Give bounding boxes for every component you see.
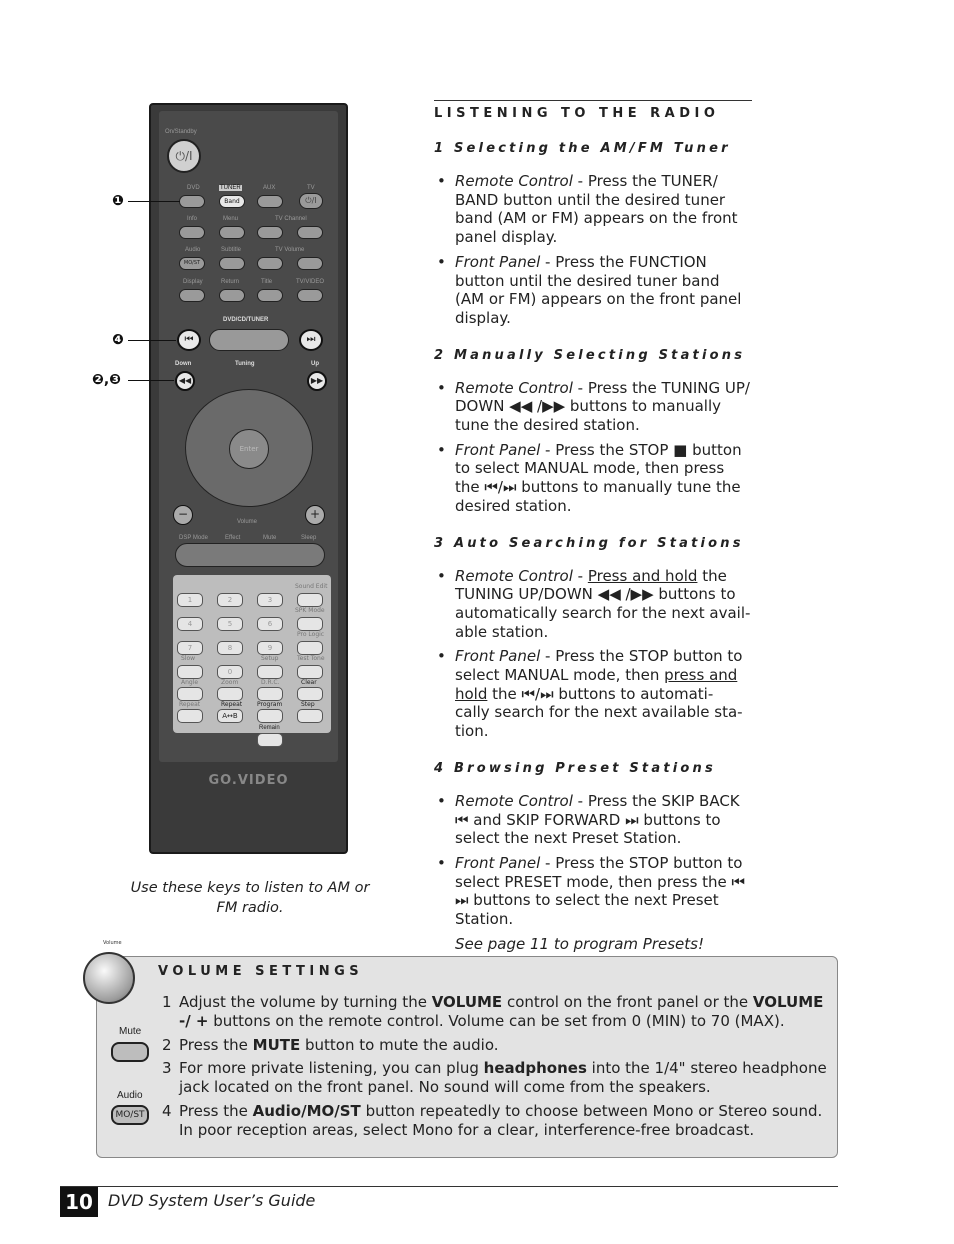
mute-label: Mute <box>119 1026 142 1037</box>
key-angle <box>177 687 203 701</box>
remote-label-up: Up <box>311 361 319 367</box>
footer-rule <box>60 1186 838 1187</box>
remote-label-audio: Audio <box>185 247 201 253</box>
power-icon: ⏻/I <box>175 149 193 163</box>
key-zoom <box>217 687 243 701</box>
subsection-2-title: 2 Manually Selecting Stations <box>434 347 746 363</box>
remote-label-volume: Volume <box>237 519 258 525</box>
remote-band-button <box>219 195 245 208</box>
subsection-1-title: 1 Selecting the AM/FM Tuner <box>434 141 731 156</box>
keypad-label-repeat: Repeat <box>221 701 243 708</box>
page-number: 10 <box>60 1187 98 1217</box>
remote-enter-label: Enter <box>239 445 259 453</box>
keypad-label-repeat-top: Repeat <box>179 701 201 708</box>
audio-label: Audio <box>117 1090 143 1101</box>
bullet-label: Remote Control <box>455 172 573 190</box>
keypad-label-zoom: Zoom <box>221 679 239 686</box>
remote-most-label: MO/ST <box>183 260 201 266</box>
list-item <box>434 172 752 247</box>
subsection-4-title: 4 Browsing Preset Stations <box>434 760 716 776</box>
list-item <box>434 253 752 328</box>
callout-2-3: ❷,❸ <box>92 372 122 388</box>
remote-info-button <box>179 226 205 239</box>
remote-label-dsp-mode: DSP Mode <box>179 535 208 541</box>
remote-label-dvd-cd-tuner: DVD/CD/TUNER <box>223 317 269 323</box>
remote-label-display: Display <box>183 279 203 285</box>
keypad-label-sound-edit: Sound Edit <box>295 583 328 590</box>
remote-tv-volume-down <box>257 257 283 270</box>
subsection-3-list <box>434 567 752 741</box>
bullet-label: Front Panel <box>455 853 541 872</box>
remote-skip-back-button <box>177 329 201 351</box>
key-1: 1 <box>177 593 203 607</box>
remote-label-on-standby: On/Standby <box>165 129 197 135</box>
key-3: 3 <box>257 593 283 607</box>
callout-line-23 <box>128 380 174 381</box>
bullet-text: - Press the FUNCTION button until the desired tuner band (AM or FM) appears on the front panel display. <box>455 252 742 327</box>
step-number: 2 <box>162 1035 172 1054</box>
subsection-1-list <box>434 172 752 328</box>
keypad-label-spk-mode: SPK Mode <box>295 607 325 614</box>
step-number: 3 <box>162 1059 172 1078</box>
list-item <box>434 441 752 516</box>
section-title: LISTENING TO THE RADIO <box>434 106 720 121</box>
bullet-underlined: press and hold <box>455 666 738 703</box>
remote-label-info: Info <box>187 216 198 222</box>
power-button <box>167 139 201 173</box>
tv-power-icon: ⏻/I <box>305 196 317 205</box>
bullet-separator: - <box>572 566 588 585</box>
remote-channel-up <box>297 226 323 239</box>
step-bold: Audio/MO/ST <box>252 1101 361 1120</box>
remote-band-label: Band <box>224 198 240 205</box>
remote-label-menu: Menu <box>223 216 239 222</box>
remote-label-tv: TV <box>307 185 315 191</box>
most-button-label: MO/ST <box>115 1110 145 1120</box>
callout-line-4 <box>128 340 176 341</box>
remote-skip-forward-button <box>299 329 323 351</box>
step-bold: VOLUME <box>431 993 503 1011</box>
step-number: 1 <box>162 993 172 1011</box>
volume-knob-label: Volume <box>103 940 122 946</box>
key-0: 0 <box>217 665 243 679</box>
remote-subtitle-button <box>219 257 245 270</box>
remote-dvd-button <box>179 195 205 208</box>
volume-knob-icon <box>83 952 135 1004</box>
remote-tuning-down-button <box>175 371 195 391</box>
bullet-text: - Press the STOP button to select MANUAL mode, then <box>455 647 743 685</box>
remote-menu-button <box>219 226 245 239</box>
keypad-label-test-tone: Test Tone <box>297 655 325 662</box>
callout-4: ❹ <box>112 332 124 348</box>
remote-aux-button <box>257 195 283 208</box>
remote-channel-down <box>257 226 283 239</box>
keypad-label-setup: Setup <box>261 655 279 662</box>
step-text: buttons on the remote control. Volume can be set from 0 (MIN) to 70 (MAX). <box>208 1011 785 1030</box>
skip-forward-icon: ⏭ <box>306 334 316 345</box>
bullet-text: - Press the SKIP BACK ⏮ and SKIP FORWARD ⏭ buttons to select the next Preset Station. <box>455 791 740 848</box>
remote-label-aux: AUX <box>263 185 276 191</box>
list-item <box>162 1102 828 1140</box>
remote-control-illustration <box>149 103 348 854</box>
remote-volume-up-button <box>305 505 325 525</box>
key-remain <box>257 733 283 747</box>
key-drc <box>257 687 283 701</box>
step-text: For more private listening, you can plug <box>179 1059 484 1078</box>
subsection-2-list <box>434 379 752 516</box>
callout-line-1 <box>128 201 180 202</box>
remote-most-button <box>179 257 205 270</box>
bullet-label: Remote Control <box>455 791 573 810</box>
remote-keypad <box>173 575 331 733</box>
key-pro-logic <box>297 641 323 655</box>
keypad-label-clear: Clear <box>301 679 317 686</box>
remote-return-button <box>219 289 245 302</box>
list-item <box>162 1036 828 1055</box>
rewind-icon: ◀◀ <box>178 376 192 385</box>
key-test-tone <box>297 665 323 679</box>
remote-title-button <box>257 289 283 302</box>
volume-steps-list <box>162 993 828 1145</box>
key-clear <box>297 687 323 701</box>
remote-label-tv-volume: TV Volume <box>275 247 305 253</box>
list-item <box>434 854 752 929</box>
remote-stop-play-button <box>209 329 289 351</box>
remote-label-sleep: Sleep <box>301 535 317 541</box>
presets-note: See page 11 to program Presets! <box>455 934 704 953</box>
list-item <box>434 567 752 642</box>
key-spk-mode <box>297 617 323 631</box>
keypad-label-angle: Angle <box>181 679 199 686</box>
list-item <box>434 379 752 435</box>
step-bold: VOLUME -/ + <box>179 993 824 1030</box>
bullet-label: Remote Control <box>455 378 573 397</box>
remote-enter-button <box>229 429 269 469</box>
remote-tv-volume-up <box>297 257 323 270</box>
remote-tv-video-button <box>297 289 323 302</box>
subsection-4-list <box>434 792 752 929</box>
remote-label-tuner: TUNER <box>220 185 241 191</box>
step-text: control on the front panel or the <box>502 993 753 1011</box>
remote-label-subtitle: Subtitle <box>221 247 242 253</box>
remote-label-mute: Mute <box>263 535 277 541</box>
key-step <box>297 709 323 723</box>
bullet-label: Front Panel <box>455 252 541 271</box>
key-8: 8 <box>217 641 243 655</box>
key-a-b: A↔B <box>217 709 243 723</box>
plus-icon: + <box>309 507 321 521</box>
bullet-label: Remote Control <box>455 566 573 585</box>
remote-volume-down-button <box>173 505 193 525</box>
key-6: 6 <box>257 617 283 631</box>
remote-label-tv-video: TV/VIDEO <box>296 279 325 285</box>
keypad-label-slow: Slow <box>181 655 196 662</box>
key-program <box>257 709 283 723</box>
remote-label-dvd: DVD <box>187 185 200 191</box>
bullet-text: - Press the STOP ■ button to select MANUAL mode, then press the ⏮/⏭ buttons to manually tune the desired station. <box>455 440 742 515</box>
remote-caption: Use these keys to listen to AM or FM radio. <box>130 880 370 916</box>
key-sound-edit <box>297 593 323 607</box>
list-item <box>162 1059 828 1097</box>
step-text: Press the <box>179 1101 253 1120</box>
subsection-3-title: 3 Auto Searching for Stations <box>434 535 744 551</box>
list-item <box>434 792 752 848</box>
fast-forward-icon: ▶▶ <box>310 376 324 385</box>
remote-label-effect: Effect <box>225 535 241 541</box>
step-number: 4 <box>162 1101 172 1120</box>
listening-to-radio-section <box>434 100 752 954</box>
key-slow <box>177 665 203 679</box>
bullet-text: - Press the TUNER/ BAND button until the desired tuner band (AM or FM) appears on the front panel display. <box>455 172 738 247</box>
step-text: Press the <box>179 1035 253 1054</box>
key-7: 7 <box>177 641 203 655</box>
bullet-text: - Press the TUNING UP/ DOWN ◀◀ /▶▶ buttons to manually tune the desired station. <box>455 378 750 435</box>
step-text: button to mute the audio. <box>300 1035 499 1054</box>
bullet-text: the TUNING UP/DOWN ◀◀ /▶▶ buttons to automatically search for the next avail- able station. <box>455 566 751 641</box>
step-bold: headphones <box>483 1059 587 1078</box>
key-2: 2 <box>217 593 243 607</box>
remote-label-return: Return <box>221 279 240 285</box>
keypad-label-drc: D.R.C. <box>261 679 280 686</box>
most-button-icon <box>111 1105 149 1125</box>
remote-tv-power-button <box>299 193 323 209</box>
remote-label-remain: Remain <box>259 725 280 731</box>
mute-button-icon <box>111 1042 149 1062</box>
key-5: 5 <box>217 617 243 631</box>
remote-label-tv-channel: TV Channel <box>275 216 307 222</box>
key-9: 9 <box>257 641 283 655</box>
list-item <box>434 647 752 741</box>
keypad-label-step: Step <box>301 701 315 708</box>
bullet-label: Front Panel <box>455 440 541 459</box>
footer-title: DVD System User’s Guide <box>108 1191 316 1210</box>
bullet-underlined: Press and hold <box>587 566 698 585</box>
keypad-label-pro-logic: Pro Logic <box>297 631 325 638</box>
keypad-label-program: Program <box>257 701 283 708</box>
bullet-text: the ⏮/⏭ buttons to automati- cally search for the next available sta- tion. <box>455 684 743 741</box>
list-item <box>162 993 828 1031</box>
remote-label-title: Title <box>261 279 273 285</box>
key-4: 4 <box>177 617 203 631</box>
remote-brand-logo: GO.VIDEO <box>208 773 289 788</box>
skip-back-icon: ⏮ <box>184 334 194 345</box>
bullet-text: - Press the STOP button to select PRESET mode, then press the ⏮ ⏭ buttons to select the next Preset Station. <box>455 853 746 929</box>
remote-label-down: Down <box>175 361 192 367</box>
bullet-label: Front Panel <box>455 647 541 666</box>
remote-display-button <box>179 289 205 302</box>
volume-settings-title: VOLUME SETTINGS <box>158 964 364 979</box>
key-setup <box>257 665 283 679</box>
remote-label-tuning: Tuning <box>235 361 255 367</box>
step-text: into the 1/4" stereo headphone jack located on the front panel. No sound will come from the speakers. <box>179 1059 827 1097</box>
key-repeat <box>177 709 203 723</box>
callout-1: ❶ <box>112 193 124 209</box>
step-text: Adjust the volume by turning the <box>179 993 432 1011</box>
step-bold: MUTE <box>252 1035 301 1054</box>
section-rule <box>434 100 752 101</box>
minus-icon: − <box>177 507 189 521</box>
remote-tuning-up-button <box>307 371 327 391</box>
remote-mode-bar <box>175 543 325 567</box>
step-text: button repeatedly to choose between Mono or Stereo sound. In poor reception areas, select Mono for a clear, interference-free broadcast. <box>179 1101 823 1139</box>
